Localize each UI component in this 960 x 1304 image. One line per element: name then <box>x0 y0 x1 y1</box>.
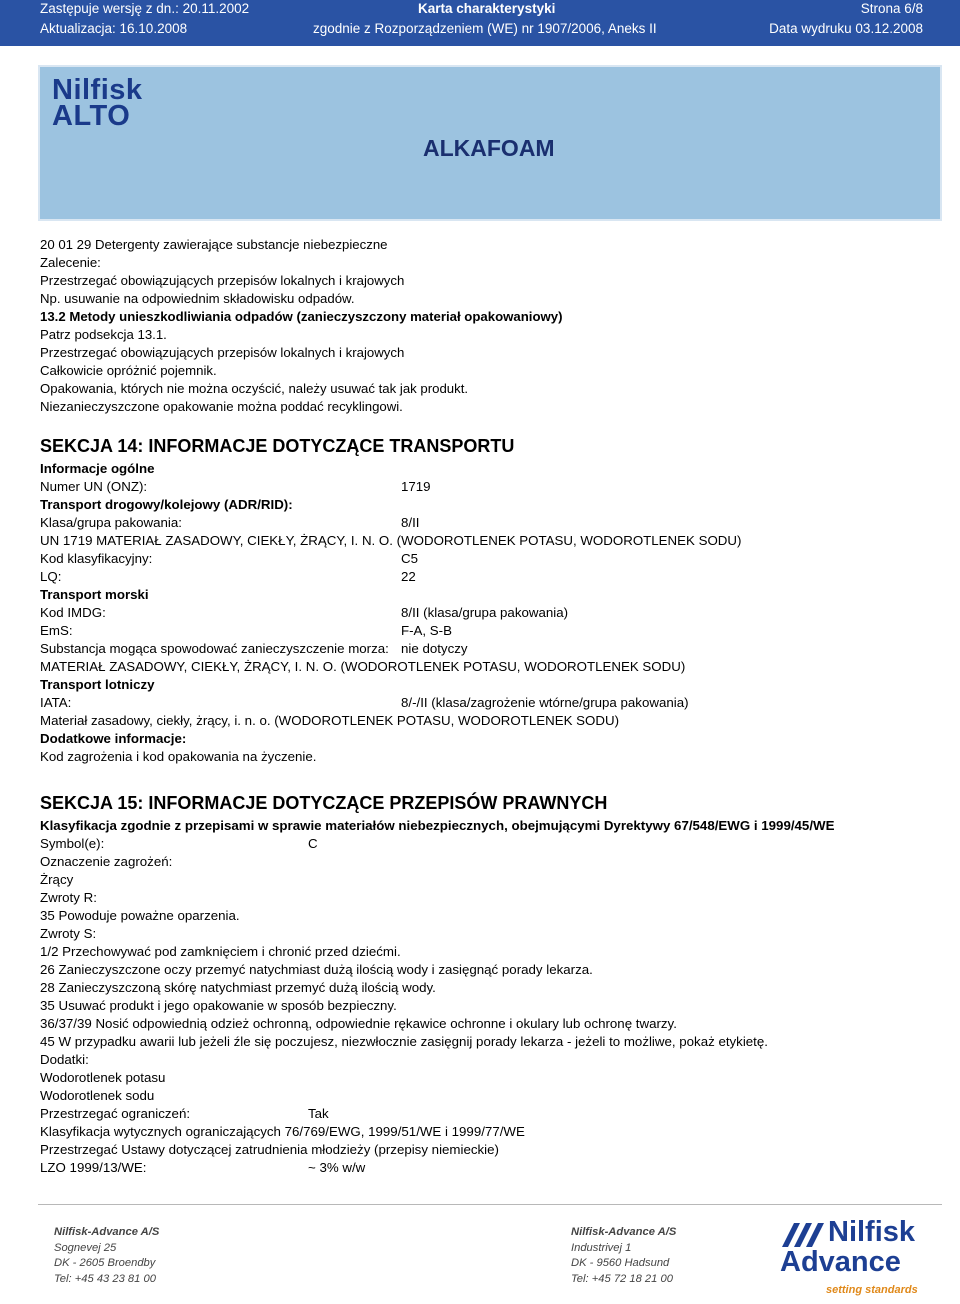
kv-value: C <box>308 836 318 851</box>
kv-value: C5 <box>401 551 418 566</box>
kv-value: 8/II (klasa/grupa pakowania) <box>401 605 569 620</box>
kv-label: Numer UN (ONZ): <box>40 479 148 494</box>
kv-value: 8/-/II (klasa/zagrożenie wtórne/grupa pakowania) <box>401 695 689 710</box>
kv-value: ~ 3% w/w <box>308 1160 366 1175</box>
text-line: Wodorotlenek sodu <box>40 1088 155 1103</box>
kv-row <box>40 622 940 640</box>
street: Sognevej 25 <box>54 1241 117 1254</box>
text-line: Niezanieczyszczone opakowanie można poddać recyklingowi. <box>40 399 403 414</box>
kv-label: Substancja mogąca spowodować zanieczyszczenie morza: <box>40 641 389 656</box>
kv-label: Klasa/grupa pakowania: <box>40 515 182 530</box>
update-date: Aktualizacja: 16.10.2008 <box>40 21 188 36</box>
text-line: Przestrzegać obowiązujących przepisów lokalnych i krajowych <box>40 273 405 288</box>
kv-row <box>40 694 940 712</box>
text-line: UN 1719 MATERIAŁ ZASADOWY, CIEKŁY, ŻRĄCY, I. N. O. (WODOROTLENEK POTASU, WODOROTLENEK SODU) <box>40 533 742 548</box>
logo-line-2: Advance <box>780 1246 901 1278</box>
nilfisk-alto-logo <box>52 74 143 132</box>
kv-label: Kod IMDG: <box>40 605 106 620</box>
text-line: Żrący <box>40 872 74 887</box>
text-line: Zwroty R: <box>40 890 97 905</box>
kv-label: Przestrzegać ograniczeń: <box>40 1106 191 1121</box>
text-line: Opakowania, których nie można oczyścić, należy usuwać tak jak produkt. <box>40 381 469 396</box>
kv-label: LZO 1999/13/WE: <box>40 1160 147 1175</box>
text-line: Przestrzegać obowiązujących przepisów lokalnych i krajowych <box>40 345 405 360</box>
text-line: 1/2 Przechowywać pod zamknięciem i chronić przed dziećmi. <box>40 944 401 959</box>
document-header <box>0 0 960 46</box>
footer-address-broendby <box>54 1225 159 1287</box>
text-line: Zwroty S: <box>40 926 97 941</box>
subheading: Informacje ogólne <box>40 461 155 476</box>
kv-label: Symbol(e): <box>40 836 105 851</box>
text-line: MATERIAŁ ZASADOWY, CIEKŁY, ŻRĄCY, I. N. O. (WODOROTLENEK POTASU, WODOROTLENEK SODU) <box>40 659 686 674</box>
company-name: Nilfisk-Advance A/S <box>571 1226 677 1238</box>
kv-value: 8/II <box>401 515 420 530</box>
kv-value: Tak <box>308 1106 329 1121</box>
kv-row <box>40 514 940 532</box>
page-number: Strona 6/8 <box>860 1 923 16</box>
text-line: Dodatki: <box>40 1052 89 1067</box>
kv-value: 1719 <box>401 479 431 494</box>
kv-label: LQ: <box>40 569 62 584</box>
text-line: 45 W przypadku awarii lub jeżeli źle się poczujesz, niezwłocznie zasięgnij porady lekarza - jeżeli to możliwe, pokaż etykietę. <box>40 1034 768 1049</box>
text-line: Kod zagrożenia i kod opakowania na życzenie. <box>40 749 317 764</box>
kv-row <box>40 640 940 658</box>
company-name: Nilfisk-Advance A/S <box>54 1226 160 1238</box>
phone: Tel: +45 43 23 81 00 <box>54 1272 156 1285</box>
subheading: Dodatkowe informacje: <box>40 731 187 746</box>
kv-row <box>40 1159 940 1177</box>
waste-code: 20 01 29 Detergenty zawierające substancje niebezpieczne <box>40 237 388 252</box>
print-date: Data wydruku 03.12.2008 <box>769 21 923 36</box>
recommendation-label: Zalecenie: <box>40 255 101 270</box>
city: DK - 2605 Broendby <box>54 1257 156 1269</box>
kv-value: nie dotyczy <box>401 641 468 656</box>
text-line: Np. usuwanie na odpowiednim składowisku odpadów. <box>40 291 355 306</box>
nilfisk-advance-logo <box>780 1216 930 1300</box>
text-line: 35 Usuwać produkt i jego opakowanie w sposób bezpieczny. <box>40 998 397 1013</box>
kv-label: EmS: <box>40 623 73 638</box>
text-line: Całkowicie opróżnić pojemnik. <box>40 363 217 378</box>
kv-value: 22 <box>401 569 416 584</box>
street: Industrivej 1 <box>571 1241 632 1254</box>
subheading: Transport lotniczy <box>40 677 155 692</box>
kv-row <box>40 835 940 853</box>
section-title: SEKCJA 14: INFORMACJE DOTYCZĄCE TRANSPORTU <box>40 436 515 456</box>
subheading: Transport drogowy/kolejowy (ADR/RID): <box>40 497 293 512</box>
section-title: SEKCJA 15: INFORMACJE DOTYCZĄCE PRZEPISÓW PRAWNYCH <box>40 793 608 813</box>
logo-line-1: Nilfisk <box>52 74 143 106</box>
replaces-version: Zastępuje wersję z dn.: 20.11.2002 <box>40 1 250 16</box>
kv-row <box>40 550 940 568</box>
main-content <box>40 236 940 1177</box>
footer-address-hadsund <box>571 1225 676 1287</box>
section-13-continued <box>40 236 940 416</box>
text-line: Patrz podsekcja 13.1. <box>40 327 167 342</box>
text-line: Wodorotlenek potasu <box>40 1070 166 1085</box>
subheading: Transport morski <box>40 587 149 602</box>
text-line: Materiał zasadowy, ciekły, żrący, i. n. o. (WODOROTLENEK POTASU, WODOROTLENEK SODU) <box>40 713 620 728</box>
text-line: 26 Zanieczyszczone oczy przemyć natychmiast dużą ilością wody i zasięgnąć porady lekarza. <box>40 962 593 977</box>
subheading: Klasyfikacja zgodnie z przepisami w sprawie materiałów niebezpiecznych, obejmującymi Dyrektywy 67/548/EWG i 1999/45/WE <box>40 818 835 833</box>
kv-value: F-A, S-B <box>401 623 452 638</box>
section-14 <box>40 433 940 766</box>
subsection-heading: 13.2 Metody unieszkodliwiania odpadów (zanieczyszczony materiał opakowaniowy) <box>40 309 563 324</box>
logo-line-2: ALTO <box>52 100 131 132</box>
logo-mark-icon <box>780 1219 824 1249</box>
text-line: 28 Zanieczyszczoną skórę natychmiast przemyć dużą ilością wody. <box>40 980 436 995</box>
logo-line-1: Nilfisk <box>828 1216 916 1248</box>
document-type: Karta charakterystyki <box>418 1 556 16</box>
kv-row <box>40 604 940 622</box>
product-banner <box>38 65 942 221</box>
footer-divider <box>38 1204 942 1205</box>
logo-tagline: setting standards <box>826 1284 918 1296</box>
text-line: 35 Powoduje poważne oparzenia. <box>40 908 240 923</box>
city: DK - 9560 Hadsund <box>571 1257 670 1269</box>
text-line: 36/37/39 Nosić odpowiednią odzież ochronną, odpowiednie rękawice ochronne i okulary lub ochronę twarzy. <box>40 1016 677 1031</box>
section-15 <box>40 790 940 1177</box>
text-line: Przestrzegać Ustawy dotyczącej zatrudnienia młodzieży (przepisy niemieckie) <box>40 1142 499 1157</box>
kv-label: Kod klasyfikacyjny: <box>40 551 153 566</box>
kv-row <box>40 1105 940 1123</box>
kv-row <box>40 568 940 586</box>
product-name: ALKAFOAM <box>423 135 555 161</box>
phone: Tel: +45 72 18 21 00 <box>571 1272 673 1285</box>
kv-row <box>40 478 940 496</box>
text-line: Klasyfikacja wytycznych ograniczających 76/769/EWG, 1999/51/WE i 1999/77/WE <box>40 1124 525 1139</box>
kv-label: IATA: <box>40 695 72 710</box>
regulation-reference: zgodnie z Rozporządzeniem (WE) nr 1907/2006, Aneks II <box>313 21 657 36</box>
text-line: Oznaczenie zagrożeń: <box>40 854 173 869</box>
